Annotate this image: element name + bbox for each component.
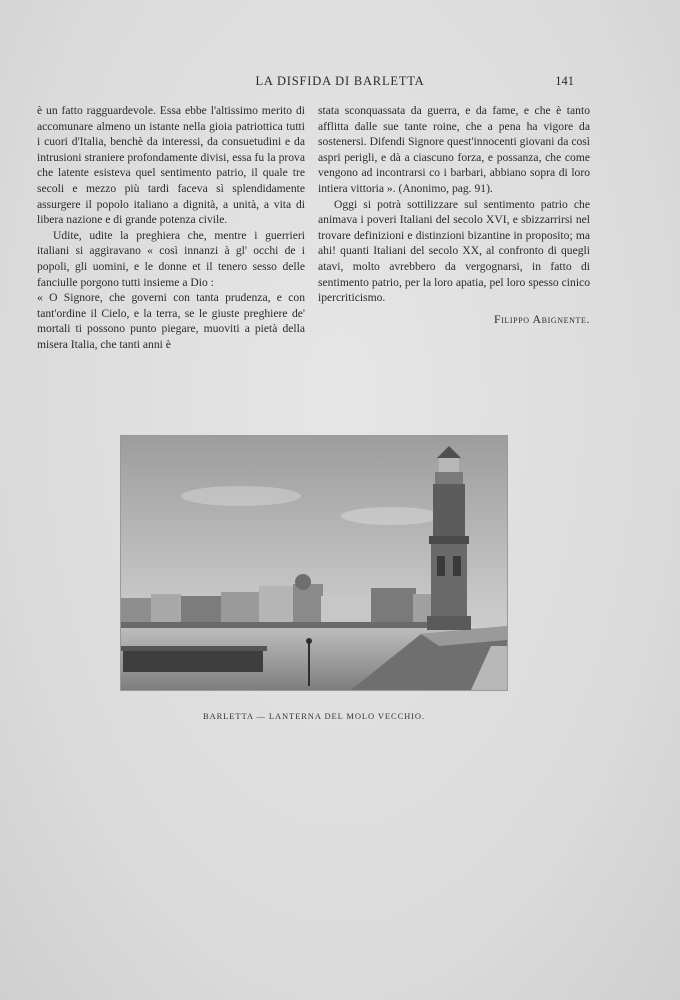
harbor-illustration [121,436,507,690]
figure-caption: BARLETTA — LANTERNA DEL MOLO VECCHIO. [203,711,425,721]
running-head [0,74,680,92]
right-column [318,103,590,327]
left-column [37,103,305,353]
paragraph: « O Signore, che governi con tanta prudenza, e con tant'ordine il Cielo, e la terra, se le giuste preghiere de' mortali ti possono punto piegare, muoviti a pietà della misera Italia, che tanti anni è [37,291,305,351]
page-number: 141 [555,74,574,88]
paragraph: è un fatto ragguardevole. Essa ebbe l'altissimo merito di accomunare almeno un istante nella gioia patriottica tutti i cuori d'Italia, benchè da interessi, da consuetudini e da intrusioni straniere profondamente divisi, essa fu la prova che latente esisteva quel sentimento patrio, il quale tre secoli e mezzo più tardi faceva sì splendidamente assurgere il popolo italiano a dignità, a unità, a vita di libera nazione e di grande potenza civile. [37,104,305,227]
paragraph: Oggi si potrà sottilizzare sul sentimento patrio che animava i poveri Italiani del secolo XVI, e sbizzarrirsi nel trovare definizioni e distinzioni bizantine in proposito; ma ahi! quanti Italiani del secolo XX, al confronto di quegli atavi, molto avrebbero da vergognarsi, in fatto di sentimento patrio, per la loro apatia, pel loro spesso cinico ipercriticismo. [318,197,590,305]
paragraph: Udite, udite la preghiera che, mentre i guerrieri italiani si aggiravano « così innanzi à gl' occhi de i popoli, gli uomini, e le donne et il tenero sesso delle fanciulle porgono tutti insieme a Dio : [37,228,305,289]
paragraph: stata sconquassata da guerra, e da fame, e che è tanto afflitta dalle sue tante roine, che a pena ha vigore da sostenersi. Difendi Signore quest'innocenti giovani da così aspri perigli, e dà a ciascuno forza, e possanza, che come vengono ad incontrarsi co i barbari, abbiano sopra di loro intiera vittoria ». (Anonimo, pag. 91). [318,104,590,195]
author-signature: Filippo Abignente. [493,311,590,326]
lighthouse-photo [121,436,507,690]
running-title: LA DISFIDA DI BARLETTA [255,74,425,88]
